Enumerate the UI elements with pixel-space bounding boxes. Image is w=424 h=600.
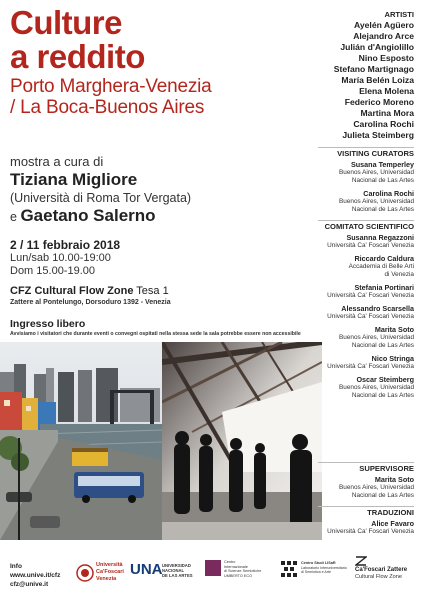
credit-person-name: Susanna Regazzoni xyxy=(346,233,414,242)
venue-name: CFZ Cultural Flow Zone xyxy=(10,285,134,297)
credit-person-affiliation: Nacional de Las Artes xyxy=(351,392,414,399)
venue-address: Zattere al Pontelungo, Dorsoduro 1392 - Venezia xyxy=(10,299,171,306)
unive-logo-text-2: Ca'Foscari xyxy=(96,569,124,575)
credit-person-name: Nico Stringa xyxy=(371,354,414,363)
lisar-logo-text-1: Centro Studi LISaR xyxy=(301,561,336,565)
cfz-mark-icon xyxy=(355,556,367,566)
eco-logo-text-4: UMBERTO ECO xyxy=(224,573,253,578)
artists-heading: ARTISTI xyxy=(384,10,414,19)
credit-person-name: Susana Temperley xyxy=(351,160,414,169)
credit-person-name: Marita Soto xyxy=(374,325,414,334)
credit-person-affiliation: Buenos Aires, Universidad xyxy=(339,484,414,491)
credit-person-name: Riccardo Caldura xyxy=(354,254,414,263)
credit-person-affiliation: Università Ca' Foscari Venezia xyxy=(327,242,414,249)
credits-column xyxy=(318,10,414,536)
credit-person-affiliation: Nacional de Las Artes xyxy=(351,177,414,184)
artist-name: Stefano Martignago xyxy=(333,64,414,74)
unive-logo-text-3: Venezia xyxy=(96,576,117,582)
credit-person-affiliation: Accademia di Belle Arti xyxy=(348,263,414,270)
lisar-logo-text-2: Laboratorio Interuniversitario xyxy=(301,565,347,570)
credit-person-name: Stefania Portinari xyxy=(354,283,414,292)
admission-title: Ingresso libero xyxy=(10,318,86,330)
supervisor-heading: SUPERVISORE xyxy=(359,464,414,473)
credit-person-affiliation: Nacional de Las Artes xyxy=(351,492,414,499)
una-logo-text-1: UNIVERSIDAD xyxy=(162,563,191,568)
credit-entry xyxy=(318,254,414,279)
credit-person-name: Marita Soto xyxy=(374,475,414,484)
credit-person-affiliation: Buenos Aires, Universidad xyxy=(339,384,414,391)
subtitle-line-2: / La Boca-Buenos Aires xyxy=(10,97,205,118)
visiting-curators-heading: VISITING CURATORS xyxy=(337,149,414,158)
venue-block xyxy=(10,284,310,308)
credit-person-affiliation: Buenos Aires, Universidad xyxy=(339,198,414,205)
credit-entry xyxy=(318,283,414,300)
credit-entry xyxy=(318,189,414,214)
curated-by-label: mostra a cura di xyxy=(10,154,104,169)
artist-name: Alejandro Arce xyxy=(353,31,414,41)
credit-person-affiliation: Buenos Aires, Universidad xyxy=(339,169,414,176)
credit-person-affiliation: di Venezia xyxy=(384,271,414,278)
supervisor-list xyxy=(318,475,414,500)
credit-entry xyxy=(318,354,414,371)
committee-list xyxy=(318,233,414,400)
venue-line xyxy=(10,284,310,298)
curator-1-name: Tiziana Migliore xyxy=(10,170,138,189)
curator-2-line xyxy=(10,206,310,227)
info-label: Info xyxy=(10,563,22,570)
cfz-logo-text-2: Cultural Flow Zone xyxy=(355,574,402,580)
info-website-link[interactable]: www.unive.it/cfz xyxy=(10,572,61,579)
una-logo-text-2: NACIONAL xyxy=(162,568,185,573)
credit-person-affiliation: Nacional de Las Artes xyxy=(351,206,414,213)
credit-entry xyxy=(318,375,414,400)
title-line-2: a reddito xyxy=(10,38,145,75)
committee-heading: COMITATO SCIENTIFICO xyxy=(324,222,414,231)
dates-block xyxy=(10,238,210,278)
credit-entry xyxy=(318,160,414,185)
unive-logo-text-1: Università xyxy=(96,562,123,568)
artist-name: Ayelén Agüero xyxy=(353,20,414,30)
eco-logo-text-1: Centro xyxy=(224,560,236,564)
credit-person-name: Alice Favaro xyxy=(371,519,414,528)
info-block xyxy=(10,562,80,589)
una-logo-text-3: DE LAS ARTES xyxy=(162,573,193,578)
artist-name: Carolina Rochi xyxy=(353,119,414,129)
credit-person-affiliation: Nacional de Las Artes xyxy=(351,342,414,349)
translations-list xyxy=(318,519,414,536)
credit-person-affiliation: Buenos Aires, Universidad xyxy=(339,334,414,341)
admission-note: Avvisiamo i visitatori che durante eventi o convegni ospitati nella stessa sede la sala potrebbe essere non accessibile xyxy=(10,331,301,337)
credit-entry xyxy=(318,475,414,500)
eco-logo-text-3: di Scienze Semiotiche xyxy=(224,569,262,574)
credit-person-name: Oscar Steimberg xyxy=(356,375,414,384)
credit-entry xyxy=(318,325,414,350)
credit-person-name: Alessandro Scarsella xyxy=(341,304,414,313)
artists-list xyxy=(318,20,414,141)
lisar-grid-icon xyxy=(280,560,298,578)
subtitle-line-1: Porto Marghera-Venezia xyxy=(10,76,212,97)
credit-person-affiliation: Università Ca' Foscari Venezia xyxy=(327,313,414,320)
footer xyxy=(0,552,424,600)
eco-centre-square-icon xyxy=(205,560,221,576)
credit-person-affiliation: Università Ca' Foscari Venezia xyxy=(327,528,414,535)
info-email-link[interactable]: cfz@unive.it xyxy=(10,581,49,588)
artist-name: María Belén Loiza xyxy=(341,75,414,85)
weekday-hours: Lun/sab 10.00-19:00 xyxy=(10,252,111,264)
credit-person-affiliation: Università Ca' Foscari Venezia xyxy=(327,292,414,299)
artist-name: Julián d'Angiolillo xyxy=(340,42,414,52)
artist-name: Elena Molena xyxy=(359,86,414,96)
credit-entry xyxy=(318,304,414,321)
divider xyxy=(318,147,414,148)
curator-conjunction: e xyxy=(10,210,17,224)
admission-block xyxy=(10,318,320,338)
venue-room: Tesa 1 xyxy=(136,285,169,297)
lisar-logo-text-3: di Semiotica e Arte xyxy=(301,570,331,575)
artist-name: Nino Esposto xyxy=(358,53,414,63)
curators-block xyxy=(10,154,310,227)
cfz-logo-text-1: Ca'Foscari Zattere xyxy=(355,567,408,573)
divider xyxy=(318,462,414,463)
artist-name: Federico Moreno xyxy=(344,97,414,107)
photo-exhibition-image xyxy=(162,342,322,540)
photo-exhibition-interior xyxy=(162,342,322,540)
title-line-1: Culture xyxy=(10,4,122,41)
date-range: 2 / 11 febbraio 2018 xyxy=(10,238,121,252)
unive-seal-icon xyxy=(76,564,94,582)
poster-title xyxy=(10,6,310,118)
curator-1-affiliation: (Università di Roma Tor Vergata) xyxy=(10,191,192,205)
eco-logo-text-2: Internazionale xyxy=(224,564,248,569)
divider xyxy=(318,220,414,221)
photo-la-boca xyxy=(0,342,162,540)
credit-entry xyxy=(318,233,414,250)
photo-la-boca-image xyxy=(0,342,162,540)
artist-name: Martina Mora xyxy=(360,108,414,118)
visiting-curators-list xyxy=(318,160,414,214)
curator-2-name: Gaetano Salerno xyxy=(20,206,156,225)
artist-name: Julieta Steimberg xyxy=(342,130,414,140)
divider xyxy=(318,506,414,507)
credit-person-affiliation: Università Ca' Foscari Venezia xyxy=(327,363,414,370)
credit-person-name: Carolina Rochi xyxy=(363,189,414,198)
una-logo-mark: UNA xyxy=(130,561,163,578)
credit-entry xyxy=(318,519,414,536)
translations-heading: TRADUZIONI xyxy=(367,508,414,517)
sunday-hours: Dom 15.00-19.00 xyxy=(10,265,95,277)
